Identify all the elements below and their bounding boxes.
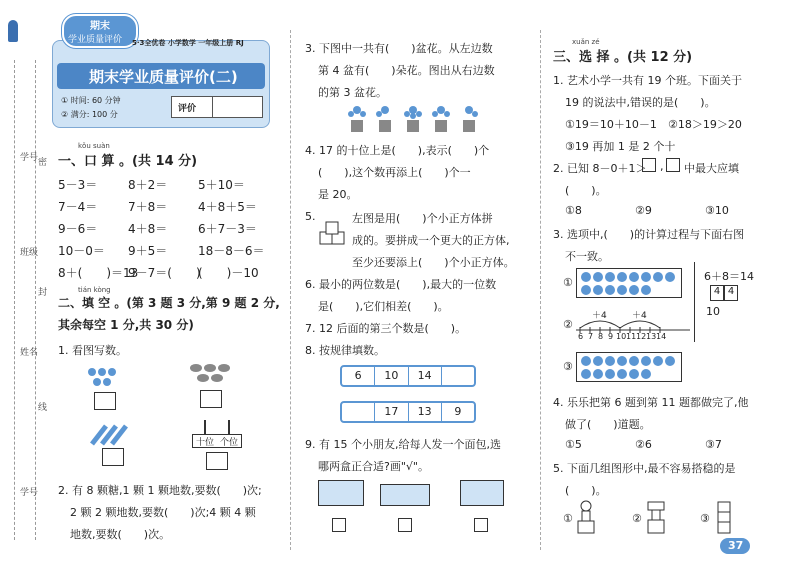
badge-line2: 学业质量评价 <box>68 35 123 45</box>
checkbox-1[interactable] <box>332 518 346 532</box>
question-4-line-1: 4. 17 的十位上是( ),表示( )个 <box>305 144 490 157</box>
s3-q2-option-3[interactable]: ③10 <box>705 204 729 217</box>
column-divider-2 <box>540 30 541 550</box>
binding-label-4: 线 <box>38 403 48 413</box>
answer-grid-2[interactable] <box>200 390 222 408</box>
s3-q1-line-1: 1. 艺术小学一共有 19 个班。下面关于 <box>553 74 742 87</box>
seq-cell[interactable]: 17 <box>375 403 408 421</box>
s3-q3-line-1: 3. 选项中,( )的计算过程与下面右图 <box>553 228 745 241</box>
dot-grid-1 <box>576 268 682 298</box>
tick-label: 14 <box>656 332 667 341</box>
s3-q4-option-2[interactable]: ②6 <box>635 438 652 451</box>
question-6-line-2: 是( ),它们相差( )。 <box>318 300 449 313</box>
question-2-line-2: 2 颗 2 颗地数,要数( )次;4 颗 4 颗 <box>70 506 256 519</box>
page-number: 37 <box>728 539 744 552</box>
page-title: 期末学业质量评价(二) <box>89 68 238 86</box>
block-stack-1 <box>576 500 596 534</box>
jump-label-1: ＋4 <box>592 311 607 321</box>
option-1-label[interactable]: ① <box>563 276 573 289</box>
calc-cell: 5－3＝ <box>58 178 98 192</box>
question-2-line-1: 2. 有 8 颗糖,1 颗 1 颗地数,要数( )次; <box>58 484 262 497</box>
binding-label-5: 封 <box>38 288 48 298</box>
page-number-badge <box>720 538 750 554</box>
section-2-title-cont: 其余每空 1 分,共 30 分) <box>58 318 194 332</box>
binding-rocket-icon <box>8 20 18 42</box>
checkbox-2[interactable] <box>398 518 412 532</box>
section-3-title: 三、选 择 。(共 12 分) <box>553 50 693 65</box>
calc-cell: 8＋2＝ <box>128 178 168 192</box>
tick-label: 7 <box>588 332 594 341</box>
s2-pinyin: tián kòng <box>78 286 111 294</box>
bread-box-3 <box>460 480 504 506</box>
flower-pots-image <box>345 104 485 134</box>
question-5-line-3: 至少还要添上( )个小正方体。 <box>352 256 515 269</box>
abacus-ones-label: 个位 <box>220 438 239 448</box>
s3-q5-line-1: 5. 下面几组图形中,最不容易搭稳的是 <box>553 462 736 475</box>
abacus <box>192 420 242 470</box>
s3-q2-line-2: 中最大应填 <box>684 162 739 175</box>
s3-q1-option-2[interactable]: ②18＞19＞20 <box>668 118 742 131</box>
answer-box[interactable] <box>666 158 680 172</box>
sequence-row-1 <box>340 365 476 387</box>
checkbox-3[interactable] <box>474 518 488 532</box>
tick-label: 12 <box>636 332 647 341</box>
number-line-labels <box>576 332 692 344</box>
s1-pinyin: kǒu suàn <box>78 142 110 150</box>
tick-label: 10 <box>616 332 627 341</box>
calc-cell: 7＋8＝ <box>128 200 168 214</box>
calc-cell: 9＋5＝ <box>128 244 168 258</box>
seq-cell[interactable]: 10 <box>375 367 408 385</box>
seq-cell[interactable]: 6 <box>342 367 375 385</box>
seq-cell[interactable]: 14 <box>409 367 442 385</box>
question-3-line-2: 第 4 盆有( )朵花。图出从右边数 <box>318 64 495 77</box>
sequence-row-2 <box>340 401 476 423</box>
binding-label-7: 学号 <box>20 488 39 498</box>
bread-box-1 <box>318 480 364 506</box>
s3-q2-option-1[interactable]: ①8 <box>565 204 582 217</box>
seq-cell[interactable] <box>342 403 375 421</box>
question-1: 1. 看图写数。 <box>58 344 127 357</box>
answer-box[interactable] <box>642 158 656 172</box>
seq-cell[interactable] <box>442 367 474 385</box>
score-info: ② 满分: 100 分 <box>61 110 118 119</box>
s3-q1-line-2: 19 的说法中,错误的是( )。 <box>565 96 716 109</box>
s3-q2-line-1: 2. 已知 8－0＋1＞ <box>553 162 647 175</box>
answer-grid-3[interactable] <box>102 448 124 466</box>
calc-cell: 5＋10＝ <box>198 178 245 192</box>
question-9-line-1: 9. 有 15 个小朋友,给每人发一个面包,选 <box>305 438 501 451</box>
cube-stack-image <box>318 218 348 250</box>
tick-label: 9 <box>608 332 614 341</box>
s3-q1-option-1[interactable]: ①19＝10＋10－1 <box>565 118 657 131</box>
q5-option-3-label[interactable]: ③ <box>700 512 710 525</box>
beads-image <box>186 362 234 388</box>
question-5-line-2: 成的。要拼成一个更大的正方体, <box>352 234 510 247</box>
column-divider <box>290 30 291 550</box>
s3-comma: , <box>660 160 664 173</box>
calc-cell: ( )－10 <box>198 266 259 280</box>
s3-q5-line-2: ( )。 <box>565 484 607 497</box>
time-info: ① 时间: 60 分钟 <box>61 96 121 105</box>
question-7: 7. 12 后面的第三个数是( )。 <box>305 322 467 335</box>
bread-box-2 <box>380 484 430 506</box>
question-5-number: 5. <box>305 210 316 223</box>
question-8: 8. 按规律填数。 <box>305 344 385 357</box>
s3-q2-line-3: ( )。 <box>565 184 607 197</box>
calc-cell: 4＋8＋5＝ <box>198 200 257 214</box>
jump-label-2: ＋4 <box>632 311 647 321</box>
abacus-tens-label: 十位 <box>196 438 215 448</box>
s3-q3-line-2: 不一致。 <box>565 250 609 263</box>
question-6-line-1: 6. 最小的两位数是( ),最大的一位数 <box>305 278 497 291</box>
block-stack-3 <box>714 500 734 534</box>
question-9-line-2: 哪两盒正合适?画"√"。 <box>318 460 429 473</box>
question-4-line-3: 是 20。 <box>318 188 358 201</box>
stick-bundles-image <box>88 424 132 446</box>
calc-cell: 4＋8＝ <box>128 222 168 236</box>
answer-grid-4[interactable] <box>206 452 228 470</box>
split-box-2: 4 <box>724 285 738 301</box>
option-3-label[interactable]: ③ <box>563 360 573 373</box>
split-equation: 6＋8＝14 <box>704 270 754 283</box>
header-banner <box>52 40 270 128</box>
question-3-line-1: 3. 下图中一共有( )盆花。从左边数 <box>305 42 493 55</box>
s3-q4-line-1: 4. 乐乐把第 6 题到第 11 题都做完了,他 <box>553 396 749 409</box>
tick-label: 11 <box>626 332 637 341</box>
question-4-line-2: ( ),这个数再添上( )个一 <box>318 166 471 179</box>
stick-bundle-image <box>84 364 124 392</box>
vertical-divider <box>694 262 695 342</box>
binding-label-6: 密 <box>38 158 48 168</box>
binding-label-1: 学号 <box>20 153 39 163</box>
binding-label-3: 姓名 <box>20 348 39 358</box>
calc-cell: 6＋7－3＝ <box>198 222 257 236</box>
block-stack-2 <box>646 500 666 534</box>
question-2-line-3: 地数,要数( )次。 <box>70 528 171 541</box>
q5-option-1-label[interactable]: ① <box>563 512 573 525</box>
seq-cell[interactable]: 9 <box>454 405 462 418</box>
split-box-1: 4 <box>710 285 724 301</box>
option-2-label[interactable]: ② <box>563 318 573 331</box>
tick-label: 6 <box>578 332 584 341</box>
badge <box>62 14 138 48</box>
s3-q4-option-1[interactable]: ①5 <box>565 438 582 451</box>
calc-cell: 7－4＝ <box>58 200 98 214</box>
series-label: 5·3全优卷 小学数学 一年级上册 RJ <box>132 39 244 47</box>
calc-cell: 8＋( )＝13 <box>58 266 139 280</box>
calc-cell: 9－6＝ <box>58 222 98 236</box>
grade-label: 评价 <box>178 104 197 114</box>
seq-cell[interactable]: 13 <box>409 403 442 421</box>
tick-label: 13 <box>646 332 657 341</box>
badge-line1: 期末 <box>90 21 110 32</box>
binding-label-2: 班级 <box>20 248 39 258</box>
s3-pinyin: xuǎn zé <box>572 38 600 46</box>
tick-label: 8 <box>598 332 604 341</box>
section-2-title: 二、填 空 。(第 3 题 3 分,第 9 题 2 分, <box>58 296 280 310</box>
calc-cell: 10－0＝ <box>58 244 105 258</box>
section-1-title: 一、口 算 。(共 14 分) <box>58 154 198 169</box>
s3-q2-option-2[interactable]: ②9 <box>635 204 652 217</box>
s3-q4-option-3[interactable]: ③7 <box>705 438 722 451</box>
answer-grid-1[interactable] <box>94 392 116 410</box>
calc-cell: 18－8－6＝ <box>198 244 265 258</box>
split-ten: 10 <box>706 305 720 318</box>
question-3-line-3: 的第 3 盆花。 <box>318 86 387 99</box>
grade-box[interactable] <box>171 96 263 118</box>
question-5-line-1: 左图是用( )个小正方体拼 <box>352 212 493 225</box>
s3-q1-option-3[interactable]: ③19 再加 1 是 2 个十 <box>565 140 676 153</box>
s3-q4-line-2: 做了( )道题。 <box>565 418 651 431</box>
q5-option-2-label[interactable]: ② <box>632 512 642 525</box>
calc-cell: 9－7＝( ) <box>128 266 201 280</box>
dot-grid-3 <box>576 352 682 382</box>
